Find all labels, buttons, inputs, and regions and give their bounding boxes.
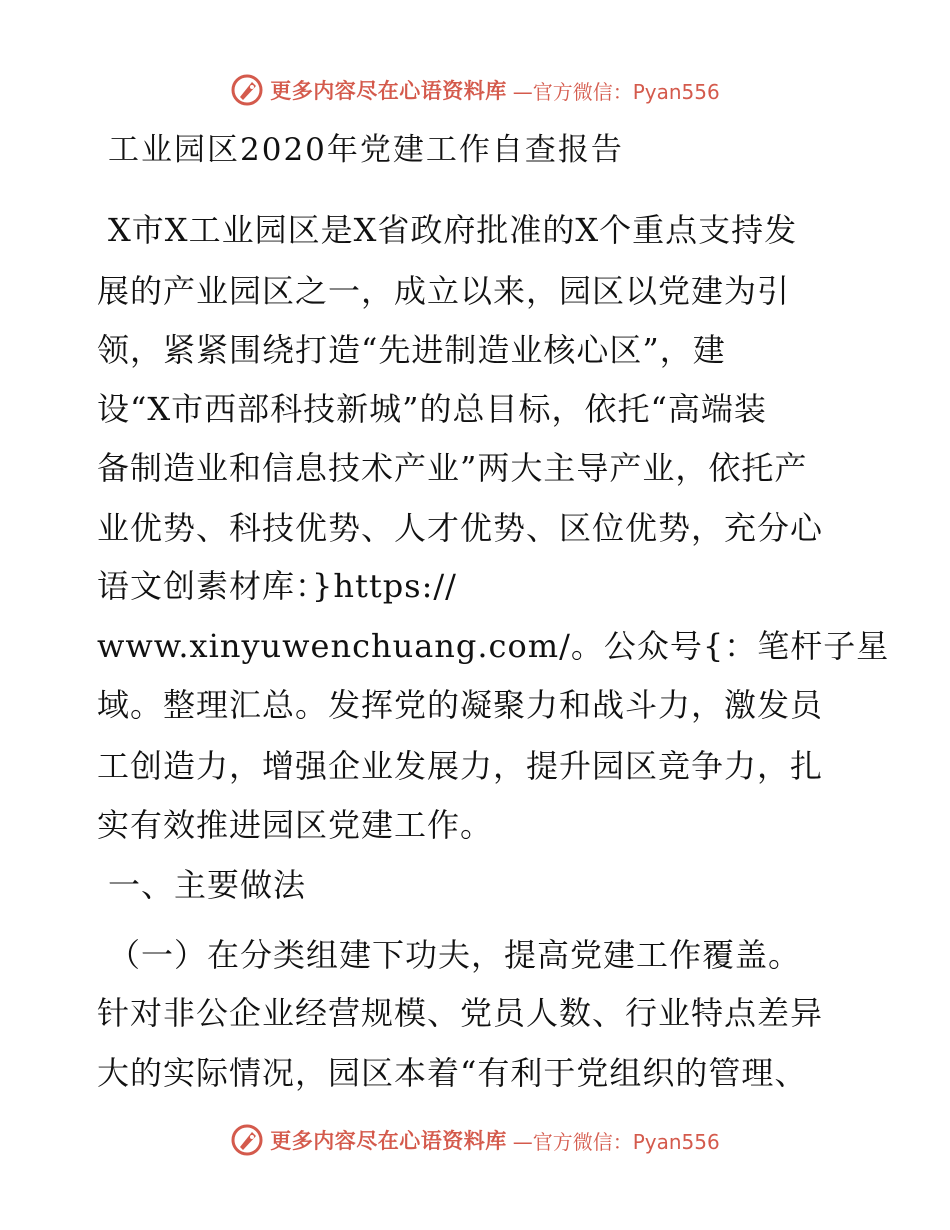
watermark-contact: —官方微信：Pyan556 (512, 1129, 720, 1154)
header-watermark (0, 70, 950, 110)
watermark-contact: —官方微信：Pyan556 (512, 79, 720, 104)
footer-watermark (0, 1120, 950, 1160)
subsection-heading: （一）在分类组建下功夫，提高党建工作覆盖。 (108, 936, 802, 974)
subsection-line: 针对非公企业经营规模、党员人数、行业特点差异 (97, 994, 824, 1032)
intro-line: 展的产业园区之一，成立以来，园区以党建为引 (97, 272, 791, 310)
intro-line: www.xinyuwenchuang.com/。公众号{：笔杆子星 (97, 627, 890, 665)
intro-line: 领，紧紧围绕打造“先进制造业核心区”，建 (97, 331, 726, 369)
subsection-line: 大的实际情况，园区本着“有利于党组织的管理、 (97, 1054, 808, 1092)
intro-line: 实有效推进园区党建工作。 (97, 806, 494, 844)
intro-line: 业优势、科技优势、人才优势、区位优势，充分心 (97, 509, 824, 547)
intro-line: 语文创素材库：}https:// (97, 567, 457, 605)
pen-nib-seal-icon (230, 1123, 264, 1157)
watermark-brand: 更多内容尽在心语资料库 (270, 1128, 507, 1153)
intro-line: 域。整理汇总。发挥党的凝聚力和战斗力，激发员 (97, 686, 824, 724)
pen-nib-seal-icon (230, 73, 264, 107)
intro-line: X市X工业园区是X省政府批准的X个重点支持发 (108, 211, 798, 249)
intro-line: 设“X市西部科技新城”的总目标，依托“高端装 (97, 390, 767, 428)
intro-line: 备制造业和信息技术产业”两大主导产业，依托产 (97, 449, 808, 487)
section-heading: 一、主要做法 (108, 866, 307, 904)
intro-line: 工创造力，增强企业发展力，提升园区竞争力，扎 (97, 747, 824, 785)
watermark-brand: 更多内容尽在心语资料库 (270, 78, 507, 103)
document-title: 工业园区2020年党建工作自查报告 (108, 132, 624, 168)
